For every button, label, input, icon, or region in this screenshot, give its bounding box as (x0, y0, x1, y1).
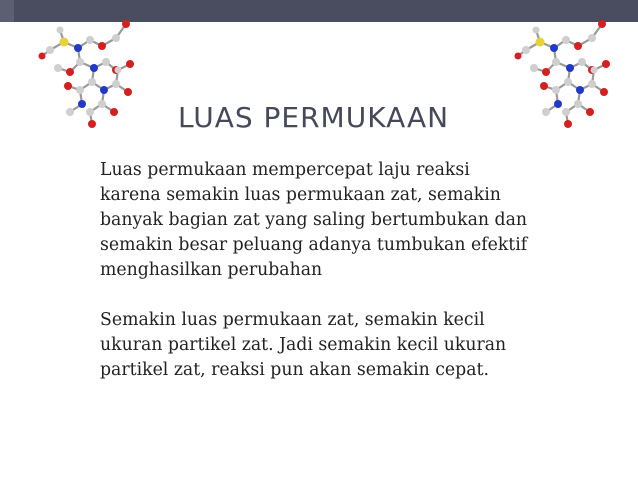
slide-title: LUAS PERMUKAAN (178, 101, 450, 134)
text-line: ukuran partikel zat. Jadi semakin kecil ukuran (100, 335, 507, 355)
text-line: Luas permukaan mempercepat laju reaksi (100, 160, 470, 180)
molecule-icon (506, 12, 624, 132)
slide-body (100, 158, 620, 408)
text-line: karena semakin luas permukaan zat, semakin (100, 185, 501, 205)
molecule-icon (30, 12, 148, 132)
text-line: banyak bagian zat yang saling bertumbukan dan (100, 210, 528, 230)
paragraph-1 (100, 158, 620, 283)
text-line: Semakin luas permukaan zat, semakin kecil (100, 310, 485, 330)
paragraph-2 (100, 308, 620, 383)
text-line: semakin besar peluang adanya tumbukan efektif (100, 235, 528, 255)
text-line: menghasilkan perubahan (100, 260, 323, 280)
text-line: partikel zat, reaksi pun akan semakin cepat. (100, 360, 489, 380)
top-bar-accent (0, 0, 14, 22)
